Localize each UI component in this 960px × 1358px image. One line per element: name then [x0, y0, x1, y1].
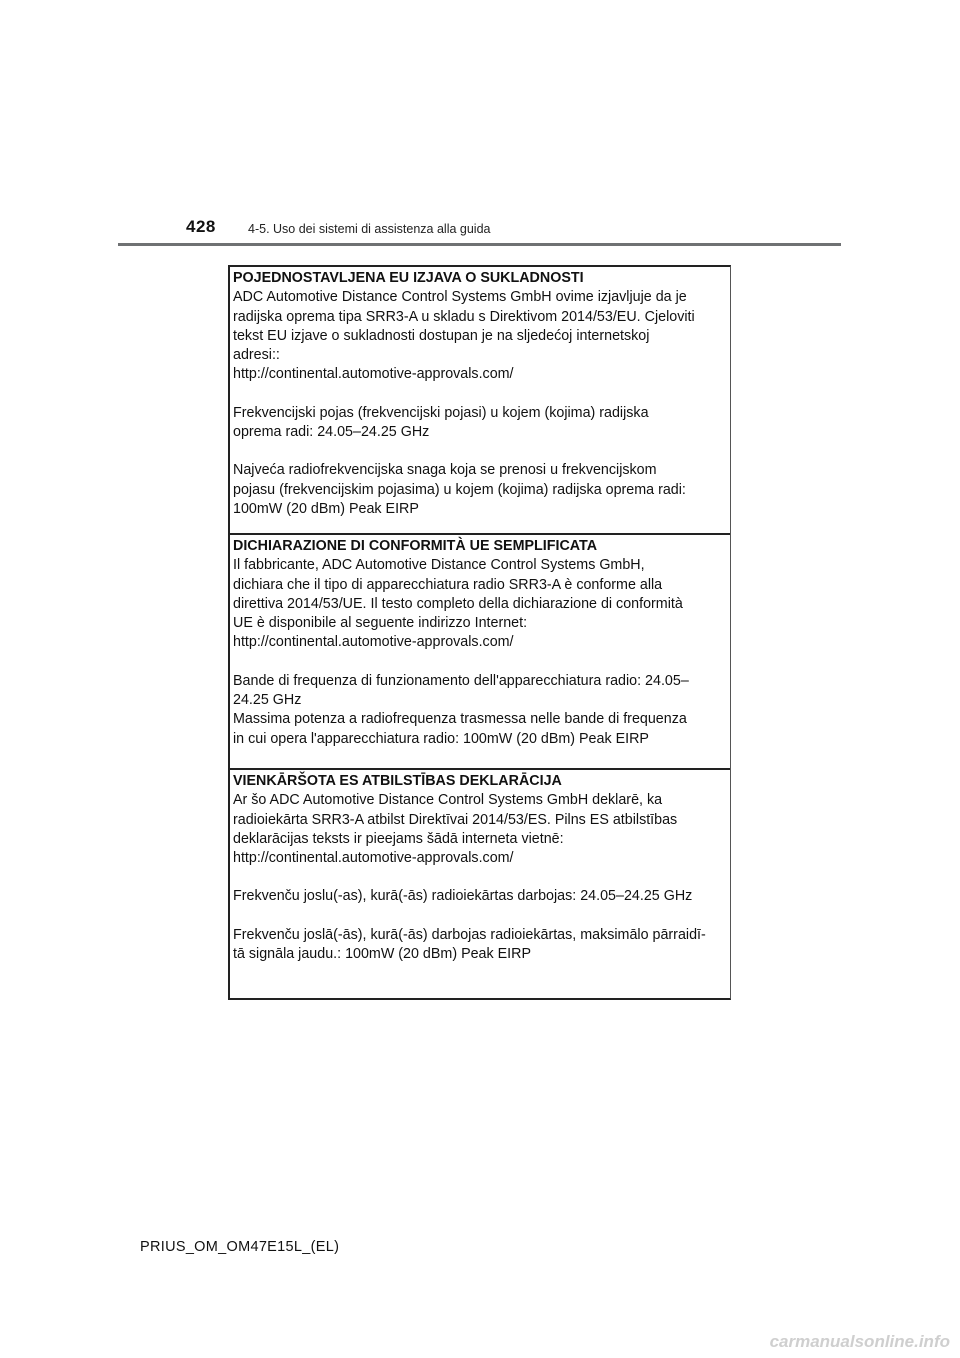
- text-line: in cui opera l'apparecchiatura radio: 100mW (20 dBm) Peak EIRP: [233, 730, 649, 747]
- block-title: VIENKĀRŠOTA ES ATBILSTĪBAS DEKLARĀCIJA: [233, 773, 562, 789]
- text-line: direttiva 2014/53/UE. Il testo completo della dichiarazione di conformità: [233, 595, 683, 612]
- text-line: adresi::: [233, 347, 280, 364]
- paragraph-gap: [233, 907, 730, 926]
- text-line: oprema radi: 24.05–24.25 GHz: [233, 424, 430, 441]
- paragraph-gap: [233, 442, 730, 461]
- text-line: Frekvenču joslā(-ās), kurā(-ās) darbojas radioiekārtas, maksimālo pārraidī-: [233, 926, 706, 943]
- url-line: http://continental.automotive-approvals.com/: [233, 850, 514, 867]
- section-title: 4-5. Uso dei sistemi di assistenza alla guida: [248, 222, 491, 236]
- text-line: radijska oprema tipa SRR3-A u skladu s Direktivom 2014/53/EU. Cjeloviti: [233, 308, 695, 325]
- url-line: http://continental.automotive-approvals.com/: [233, 634, 514, 651]
- text-line: Ar šo ADC Automotive Distance Control Systems GmbH deklarē, ka: [233, 792, 663, 809]
- declaration-block-croatian: [230, 267, 730, 533]
- paragraph-gap: [233, 653, 730, 672]
- text-line: Il fabbricante, ADC Automotive Distance Control Systems GmbH,: [233, 557, 645, 574]
- text-line: pojasu (frekvencijskim pojasima) u kojem (kojima) radijska oprema radi:: [233, 481, 686, 498]
- text-line: 24.25 GHz: [233, 692, 302, 709]
- block-title: DICHIARAZIONE DI CONFORMITÀ UE SEMPLIFICATA: [233, 538, 598, 554]
- text-line: UE è disponibile al seguente indirizzo Internet:: [233, 615, 528, 632]
- document-code: PRIUS_OM_OM47E15L_(EL): [140, 1239, 340, 1255]
- text-line: radioiekārta SRR3-A atbilst Direktīvai 2014/53/ES. Pilns ES atbilstības: [233, 811, 678, 828]
- header-divider: [118, 243, 841, 246]
- text-line: Bande di frequenza di funzionamento dell'apparecchiatura radio: 24.05–: [233, 672, 689, 689]
- site-watermark: carmanualsonline.info: [769, 1332, 950, 1351]
- url-line: http://continental.automotive-approvals.com/: [233, 366, 514, 383]
- page-number: 428: [186, 217, 216, 236]
- text-line: 100mW (20 dBm) Peak EIRP: [233, 500, 419, 517]
- text-line: ADC Automotive Distance Control Systems GmbH ovime izjavljuje da je: [233, 289, 687, 306]
- text-line: Massima potenza a radiofrequenza trasmessa nelle bande di frequenza: [233, 711, 687, 728]
- text-line: Frekvencijski pojas (frekvencijski pojasi) u kojem (kojima) radijska: [233, 404, 649, 421]
- block-title: POJEDNOSTAVLJENA EU IZJAVA O SUKLADNOSTI: [233, 270, 584, 286]
- declaration-block-latvian: [230, 768, 730, 964]
- text-line: dichiara che il tipo di apparecchiatura radio SRR3-A è conforme alla: [233, 576, 663, 593]
- text-line: Najveća radiofrekvencijska snaga koja se prenosi u frekvencijskom: [233, 462, 657, 479]
- declaration-box: [228, 265, 731, 1000]
- paragraph-gap: [233, 868, 730, 887]
- text-line: tekst EU izjave o sukladnosti dostupan je na sljedećoj internetskoj: [233, 327, 650, 344]
- text-line: tā signāla jaudu.: 100mW (20 dBm) Peak EIRP: [233, 946, 531, 963]
- text-line: deklarācijas teksts ir pieejams šādā interneta vietnē:: [233, 830, 564, 847]
- paragraph-gap: [233, 385, 730, 404]
- declaration-block-italian: [230, 533, 730, 768]
- text-line: Frekvenču joslu(-as), kurā(-ās) radioiekārtas darbojas: 24.05–24.25 GHz: [233, 888, 693, 905]
